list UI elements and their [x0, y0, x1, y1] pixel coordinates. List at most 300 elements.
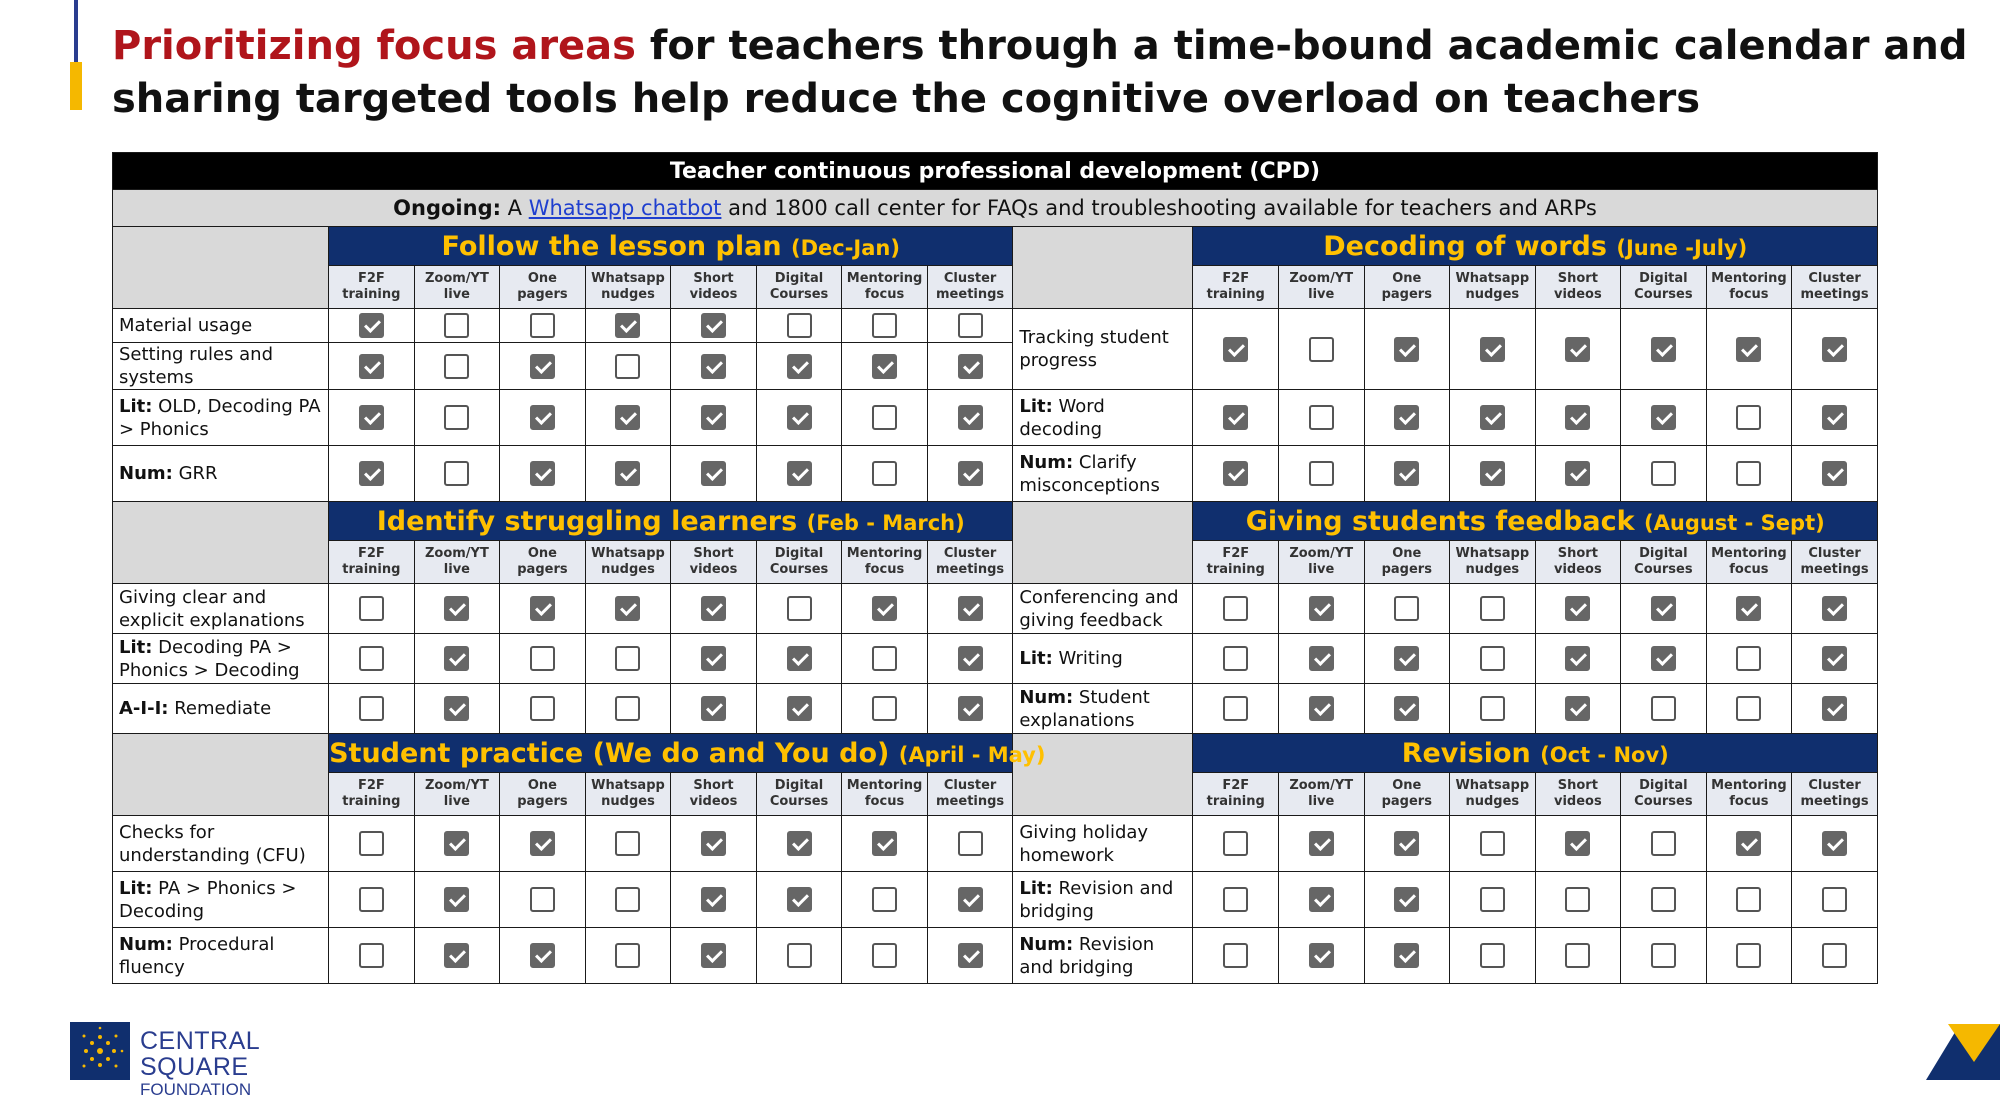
checkbox-cell — [585, 684, 671, 734]
column-header — [1535, 773, 1621, 816]
checkbox-checked[interactable] — [701, 696, 726, 721]
checkbox-checked[interactable] — [444, 943, 469, 968]
checkbox-unchecked[interactable] — [530, 646, 555, 671]
checkbox-unchecked[interactable] — [1309, 337, 1334, 362]
row-label-prefix: Num: — [1019, 933, 1074, 955]
checkbox-unchecked[interactable] — [615, 831, 640, 856]
column-header — [1450, 266, 1536, 309]
title-highlight: Prioritizing focus areas — [112, 23, 636, 69]
checkbox-cell — [1193, 309, 1279, 390]
checkbox-checked[interactable] — [872, 596, 897, 621]
checkbox-checked[interactable] — [1309, 596, 1334, 621]
section-name: Giving students feedback — [1245, 505, 1635, 537]
checkbox-cell — [1193, 634, 1279, 684]
checkbox-unchecked[interactable] — [359, 943, 384, 968]
checkbox-unchecked[interactable] — [1822, 943, 1847, 968]
row-label-text: Setting rules and systems — [119, 344, 274, 388]
checkbox-checked[interactable] — [787, 831, 812, 856]
checkbox-checked[interactable] — [1822, 696, 1847, 721]
checkbox-checked[interactable] — [1651, 405, 1676, 430]
row-label — [113, 684, 329, 734]
checkbox-checked[interactable] — [1394, 943, 1419, 968]
checkbox-unchecked[interactable] — [530, 696, 555, 721]
column-header-line1: Digital — [774, 546, 824, 561]
checkbox-unchecked[interactable] — [444, 313, 469, 338]
checkbox-checked[interactable] — [359, 405, 384, 430]
checkbox-checked[interactable] — [1565, 405, 1590, 430]
column-header-line2: nudges — [1465, 794, 1520, 809]
column-header-line1: Digital — [774, 271, 824, 286]
checkbox-cell — [1621, 309, 1707, 390]
column-header-line2: live — [1308, 562, 1335, 577]
row-label-prefix: Num: — [1019, 451, 1074, 473]
column-header-line1: Whatsapp — [591, 778, 665, 793]
column-header-row — [113, 541, 1878, 584]
column-header-line1: F2F — [1222, 778, 1250, 793]
column-header-line1: Mentoring — [1711, 778, 1787, 793]
checkbox-cell — [927, 309, 1013, 343]
checkbox-cell — [1278, 872, 1364, 928]
checkbox-checked[interactable] — [1822, 337, 1847, 362]
column-header-line2: videos — [689, 287, 738, 302]
checkbox-cell — [585, 928, 671, 984]
section-title — [329, 502, 1013, 541]
column-header-line1: F2F — [1222, 546, 1250, 561]
row-label-prefix: Num: — [119, 463, 173, 484]
checkbox-cell — [1792, 928, 1878, 984]
checkbox-unchecked[interactable] — [1736, 646, 1761, 671]
checkbox-checked[interactable] — [530, 461, 555, 486]
checkbox-checked[interactable] — [359, 313, 384, 338]
row-label-prefix: Num: — [119, 933, 173, 955]
checkbox-unchecked[interactable] — [1736, 405, 1761, 430]
row-label-text: Remediate — [168, 698, 272, 719]
checkbox-unchecked[interactable] — [872, 696, 897, 721]
checkbox-cell — [500, 684, 586, 734]
column-header-line1: Mentoring — [1711, 271, 1787, 286]
checkbox-unchecked[interactable] — [1736, 461, 1761, 486]
cpd-header: Teacher continuous professional development (CPD) — [113, 153, 1878, 190]
star-burst-icon — [70, 1022, 130, 1080]
checkbox-cell — [1535, 446, 1621, 502]
checkbox-checked[interactable] — [958, 405, 983, 430]
column-header — [842, 773, 928, 816]
checkbox-cell — [1792, 390, 1878, 446]
checkbox-checked[interactable] — [1309, 831, 1334, 856]
checkbox-unchecked[interactable] — [1223, 596, 1248, 621]
checkbox-checked[interactable] — [1736, 596, 1761, 621]
section-date: (June -July) — [1616, 235, 1748, 260]
checkbox-checked[interactable] — [530, 354, 555, 379]
checkbox-checked[interactable] — [1309, 696, 1334, 721]
checkbox-cell — [842, 584, 928, 634]
checkbox-cell — [927, 584, 1013, 634]
checkbox-checked[interactable] — [1565, 696, 1590, 721]
row-label-text: Revision and bridging — [1019, 933, 1155, 978]
checkbox-cell — [500, 309, 586, 343]
checkbox-cell — [585, 343, 671, 390]
column-header-line1: One — [527, 271, 557, 286]
column-header — [671, 773, 757, 816]
row-label-text: Student explanations — [1019, 686, 1150, 731]
checkbox-unchecked[interactable] — [1394, 596, 1419, 621]
checkbox-checked[interactable] — [787, 354, 812, 379]
checkbox-checked[interactable] — [1394, 337, 1419, 362]
checkbox-unchecked[interactable] — [787, 943, 812, 968]
checkbox-unchecked[interactable] — [359, 596, 384, 621]
checkbox-checked[interactable] — [872, 354, 897, 379]
accent-bar-top — [74, 0, 78, 62]
column-header — [1792, 266, 1878, 309]
row-label-prefix: Lit: — [1019, 877, 1053, 899]
checkbox-unchecked[interactable] — [872, 313, 897, 338]
checkbox-checked[interactable] — [1394, 887, 1419, 912]
checkbox-checked[interactable] — [701, 405, 726, 430]
checkbox-checked[interactable] — [701, 313, 726, 338]
checkbox-cell — [756, 634, 842, 684]
checkbox-checked[interactable] — [1223, 405, 1248, 430]
section-date: (April - May) — [898, 742, 1046, 767]
checkbox-checked[interactable] — [444, 696, 469, 721]
checkbox-unchecked[interactable] — [1480, 696, 1505, 721]
section-name: Student practice (We do and You do) — [329, 737, 890, 769]
checkbox-unchecked[interactable] — [615, 943, 640, 968]
checkbox-cell — [756, 343, 842, 390]
checkbox-checked[interactable] — [615, 405, 640, 430]
column-header — [500, 773, 586, 816]
data-row — [113, 309, 1878, 343]
checkbox-unchecked[interactable] — [1223, 887, 1248, 912]
checkbox-cell — [1792, 446, 1878, 502]
checkbox-unchecked[interactable] — [359, 887, 384, 912]
checkbox-unchecked[interactable] — [615, 646, 640, 671]
checkbox-checked[interactable] — [444, 887, 469, 912]
checkbox-checked[interactable] — [530, 943, 555, 968]
column-header-line1: Digital — [1639, 546, 1688, 561]
checkbox-unchecked[interactable] — [787, 596, 812, 621]
data-row — [113, 928, 1878, 984]
checkbox-unchecked[interactable] — [359, 831, 384, 856]
checkbox-cell — [585, 816, 671, 872]
checkbox-checked[interactable] — [1651, 646, 1676, 671]
checkbox-checked[interactable] — [530, 405, 555, 430]
checkbox-cell — [1278, 816, 1364, 872]
checkbox-checked[interactable] — [701, 943, 726, 968]
checkbox-cell — [585, 584, 671, 634]
checkbox-cell — [1364, 446, 1450, 502]
checkbox-checked[interactable] — [1223, 461, 1248, 486]
checkbox-cell — [329, 309, 415, 343]
checkbox-cell — [329, 446, 415, 502]
checkbox-checked[interactable] — [530, 596, 555, 621]
checkbox-unchecked[interactable] — [1736, 696, 1761, 721]
checkbox-cell — [414, 343, 500, 390]
checkbox-unchecked[interactable] — [1565, 943, 1590, 968]
checkbox-checked[interactable] — [1394, 646, 1419, 671]
checkbox-checked[interactable] — [1736, 831, 1761, 856]
checkbox-cell — [842, 343, 928, 390]
checkbox-unchecked[interactable] — [1651, 943, 1676, 968]
checkbox-cell — [671, 584, 757, 634]
checkbox-checked[interactable] — [958, 596, 983, 621]
checkbox-checked[interactable] — [701, 596, 726, 621]
ongoing-row — [113, 190, 1878, 227]
column-header-line2: live — [443, 794, 470, 809]
checkbox-unchecked[interactable] — [615, 354, 640, 379]
checkbox-checked[interactable] — [530, 831, 555, 856]
checkbox-cell — [585, 390, 671, 446]
checkbox-checked[interactable] — [787, 887, 812, 912]
checkbox-unchecked[interactable] — [958, 313, 983, 338]
checkbox-cell — [414, 634, 500, 684]
data-row — [113, 390, 1878, 446]
checkbox-checked[interactable] — [701, 887, 726, 912]
checkbox-cell — [1278, 634, 1364, 684]
column-header-line1: Zoom/YT — [1289, 271, 1354, 286]
checkbox-checked[interactable] — [701, 354, 726, 379]
checkbox-unchecked[interactable] — [1651, 461, 1676, 486]
checkbox-cell — [1193, 390, 1279, 446]
checkbox-checked[interactable] — [787, 646, 812, 671]
checkbox-unchecked[interactable] — [787, 313, 812, 338]
checkbox-checked[interactable] — [444, 831, 469, 856]
checkbox-checked[interactable] — [958, 696, 983, 721]
checkbox-unchecked[interactable] — [1736, 943, 1761, 968]
checkbox-unchecked[interactable] — [958, 831, 983, 856]
checkbox-unchecked[interactable] — [530, 887, 555, 912]
checkbox-checked[interactable] — [958, 887, 983, 912]
checkbox-cell — [329, 343, 415, 390]
section-date: (August - Sept) — [1644, 510, 1825, 535]
checkbox-checked[interactable] — [1394, 461, 1419, 486]
checkbox-checked[interactable] — [1309, 887, 1334, 912]
column-header — [842, 266, 928, 309]
column-header-line2: focus — [864, 562, 905, 577]
checkbox-cell — [500, 390, 586, 446]
checkbox-checked[interactable] — [701, 461, 726, 486]
column-header-line1: Cluster — [943, 271, 997, 286]
checkbox-unchecked[interactable] — [1480, 831, 1505, 856]
checkbox-checked[interactable] — [787, 696, 812, 721]
row-label — [1013, 684, 1193, 734]
checkbox-checked[interactable] — [1565, 337, 1590, 362]
checkbox-cell — [1706, 390, 1792, 446]
checkbox-checked[interactable] — [1822, 646, 1847, 671]
column-header-line1: Digital — [1639, 778, 1688, 793]
checkbox-cell — [1193, 816, 1279, 872]
checkbox-cell — [585, 446, 671, 502]
checkbox-unchecked[interactable] — [1223, 943, 1248, 968]
checkbox-unchecked[interactable] — [615, 887, 640, 912]
column-header-line2: meetings — [1800, 794, 1869, 809]
checkbox-checked[interactable] — [1565, 596, 1590, 621]
cpd-table — [112, 152, 1878, 984]
checkbox-cell — [1706, 634, 1792, 684]
checkbox-checked[interactable] — [787, 405, 812, 430]
checkbox-cell — [671, 684, 757, 734]
checkbox-checked[interactable] — [1822, 831, 1847, 856]
checkbox-unchecked[interactable] — [530, 313, 555, 338]
checkbox-checked[interactable] — [359, 354, 384, 379]
checkbox-unchecked[interactable] — [1565, 887, 1590, 912]
checkbox-unchecked[interactable] — [1309, 405, 1334, 430]
blank-cell — [113, 227, 329, 309]
checkbox-checked[interactable] — [958, 943, 983, 968]
checkbox-unchecked[interactable] — [359, 696, 384, 721]
checkbox-cell — [1706, 816, 1792, 872]
row-label — [1013, 390, 1193, 446]
checkbox-checked[interactable] — [615, 461, 640, 486]
column-header-line2: live — [443, 562, 470, 577]
checkbox-checked[interactable] — [701, 831, 726, 856]
checkbox-checked[interactable] — [1651, 596, 1676, 621]
checkbox-cell — [927, 634, 1013, 684]
column-header-line1: One — [527, 778, 557, 793]
checkbox-cell — [927, 684, 1013, 734]
column-header-line2: pagers — [1381, 794, 1432, 809]
checkbox-unchecked[interactable] — [1822, 887, 1847, 912]
row-label — [1013, 309, 1193, 390]
checkbox-unchecked[interactable] — [359, 646, 384, 671]
checkbox-cell — [1450, 446, 1536, 502]
checkbox-checked[interactable] — [701, 646, 726, 671]
checkbox-cell — [1364, 309, 1450, 390]
checkbox-unchecked[interactable] — [1651, 831, 1676, 856]
checkbox-checked[interactable] — [1565, 461, 1590, 486]
checkbox-unchecked[interactable] — [872, 461, 897, 486]
checkbox-checked[interactable] — [1651, 337, 1676, 362]
checkbox-unchecked[interactable] — [1736, 887, 1761, 912]
column-header-line2: pagers — [517, 794, 568, 809]
column-header — [756, 266, 842, 309]
checkbox-checked[interactable] — [958, 461, 983, 486]
column-header — [414, 266, 500, 309]
section-title — [329, 734, 1046, 773]
checkbox-checked[interactable] — [1822, 461, 1847, 486]
checkbox-cell — [500, 446, 586, 502]
checkbox-checked[interactable] — [1480, 461, 1505, 486]
column-header-line2: Courses — [769, 287, 829, 302]
column-header — [1364, 266, 1450, 309]
checkbox-checked[interactable] — [1394, 831, 1419, 856]
checkbox-checked[interactable] — [1480, 405, 1505, 430]
column-header-line2: training — [1206, 562, 1265, 577]
column-header-line1: Short — [693, 546, 734, 561]
checkbox-unchecked[interactable] — [615, 696, 640, 721]
row-label — [113, 872, 329, 928]
checkbox-cell — [1193, 684, 1279, 734]
checkbox-unchecked[interactable] — [1480, 596, 1505, 621]
checkbox-cell — [1364, 816, 1450, 872]
row-label-text: Giving clear and explicit explanations — [119, 586, 305, 631]
checkbox-unchecked[interactable] — [1480, 943, 1505, 968]
checkbox-checked[interactable] — [615, 313, 640, 338]
checkbox-checked[interactable] — [1565, 646, 1590, 671]
checkbox-cell — [1792, 684, 1878, 734]
checkbox-unchecked[interactable] — [444, 461, 469, 486]
checkbox-checked[interactable] — [958, 354, 983, 379]
checkbox-cell — [756, 816, 842, 872]
checkbox-unchecked[interactable] — [444, 354, 469, 379]
checkbox-checked[interactable] — [958, 646, 983, 671]
column-header-line1: Zoom/YT — [424, 546, 489, 561]
column-header-line2: Courses — [1634, 287, 1693, 302]
checkbox-checked[interactable] — [1736, 337, 1761, 362]
checkbox-unchecked[interactable] — [1480, 646, 1505, 671]
checkbox-unchecked[interactable] — [1651, 696, 1676, 721]
checkbox-unchecked[interactable] — [1309, 461, 1334, 486]
data-row — [113, 872, 1878, 928]
row-label — [113, 446, 329, 502]
data-row — [113, 584, 1878, 634]
column-header — [1706, 266, 1792, 309]
checkbox-checked[interactable] — [1309, 943, 1334, 968]
checkbox-cell — [1621, 816, 1707, 872]
checkbox-checked[interactable] — [359, 461, 384, 486]
checkbox-unchecked[interactable] — [1223, 696, 1248, 721]
checkbox-checked[interactable] — [787, 461, 812, 486]
checkbox-unchecked[interactable] — [872, 646, 897, 671]
checkbox-cell — [671, 634, 757, 684]
row-label — [1013, 872, 1193, 928]
section-name: Follow the lesson plan — [441, 230, 782, 262]
column-header — [585, 266, 671, 309]
checkbox-unchecked[interactable] — [872, 943, 897, 968]
row-label — [113, 584, 329, 634]
column-header-line1: F2F — [357, 271, 385, 286]
row-label — [1013, 634, 1193, 684]
checkbox-unchecked[interactable] — [444, 405, 469, 430]
checkbox-checked[interactable] — [444, 646, 469, 671]
checkbox-checked[interactable] — [1309, 646, 1334, 671]
column-header-line2: training — [342, 287, 401, 302]
checkbox-cell — [500, 872, 586, 928]
ongoing-text — [113, 190, 1878, 227]
column-header-line1: Whatsapp — [1455, 546, 1530, 561]
column-header — [414, 773, 500, 816]
checkbox-cell — [1193, 928, 1279, 984]
checkbox-unchecked[interactable] — [1223, 646, 1248, 671]
checkbox-checked[interactable] — [1394, 696, 1419, 721]
checkbox-checked[interactable] — [1565, 831, 1590, 856]
checkbox-cell — [756, 309, 842, 343]
checkbox-unchecked[interactable] — [1480, 887, 1505, 912]
checkbox-cell — [329, 684, 415, 734]
corner-decoration — [1890, 1022, 2000, 1080]
checkbox-unchecked[interactable] — [1223, 831, 1248, 856]
checkbox-checked[interactable] — [1822, 405, 1847, 430]
checkbox-cell — [671, 343, 757, 390]
whatsapp-chatbot-link[interactable]: Whatsapp chatbot — [528, 196, 722, 220]
checkbox-cell — [756, 584, 842, 634]
checkbox-checked[interactable] — [615, 596, 640, 621]
checkbox-cell — [585, 872, 671, 928]
checkbox-unchecked[interactable] — [872, 405, 897, 430]
checkbox-checked[interactable] — [1822, 596, 1847, 621]
checkbox-checked[interactable] — [1223, 337, 1248, 362]
checkbox-checked[interactable] — [1480, 337, 1505, 362]
checkbox-checked[interactable] — [872, 831, 897, 856]
checkbox-unchecked[interactable] — [1651, 887, 1676, 912]
checkbox-checked[interactable] — [1394, 405, 1419, 430]
column-header-line1: Whatsapp — [591, 546, 665, 561]
checkbox-checked[interactable] — [444, 596, 469, 621]
checkbox-unchecked[interactable] — [872, 887, 897, 912]
column-header-line1: Cluster — [943, 778, 997, 793]
checkbox-cell — [1621, 684, 1707, 734]
column-header — [1278, 773, 1364, 816]
checkbox-cell — [1278, 446, 1364, 502]
